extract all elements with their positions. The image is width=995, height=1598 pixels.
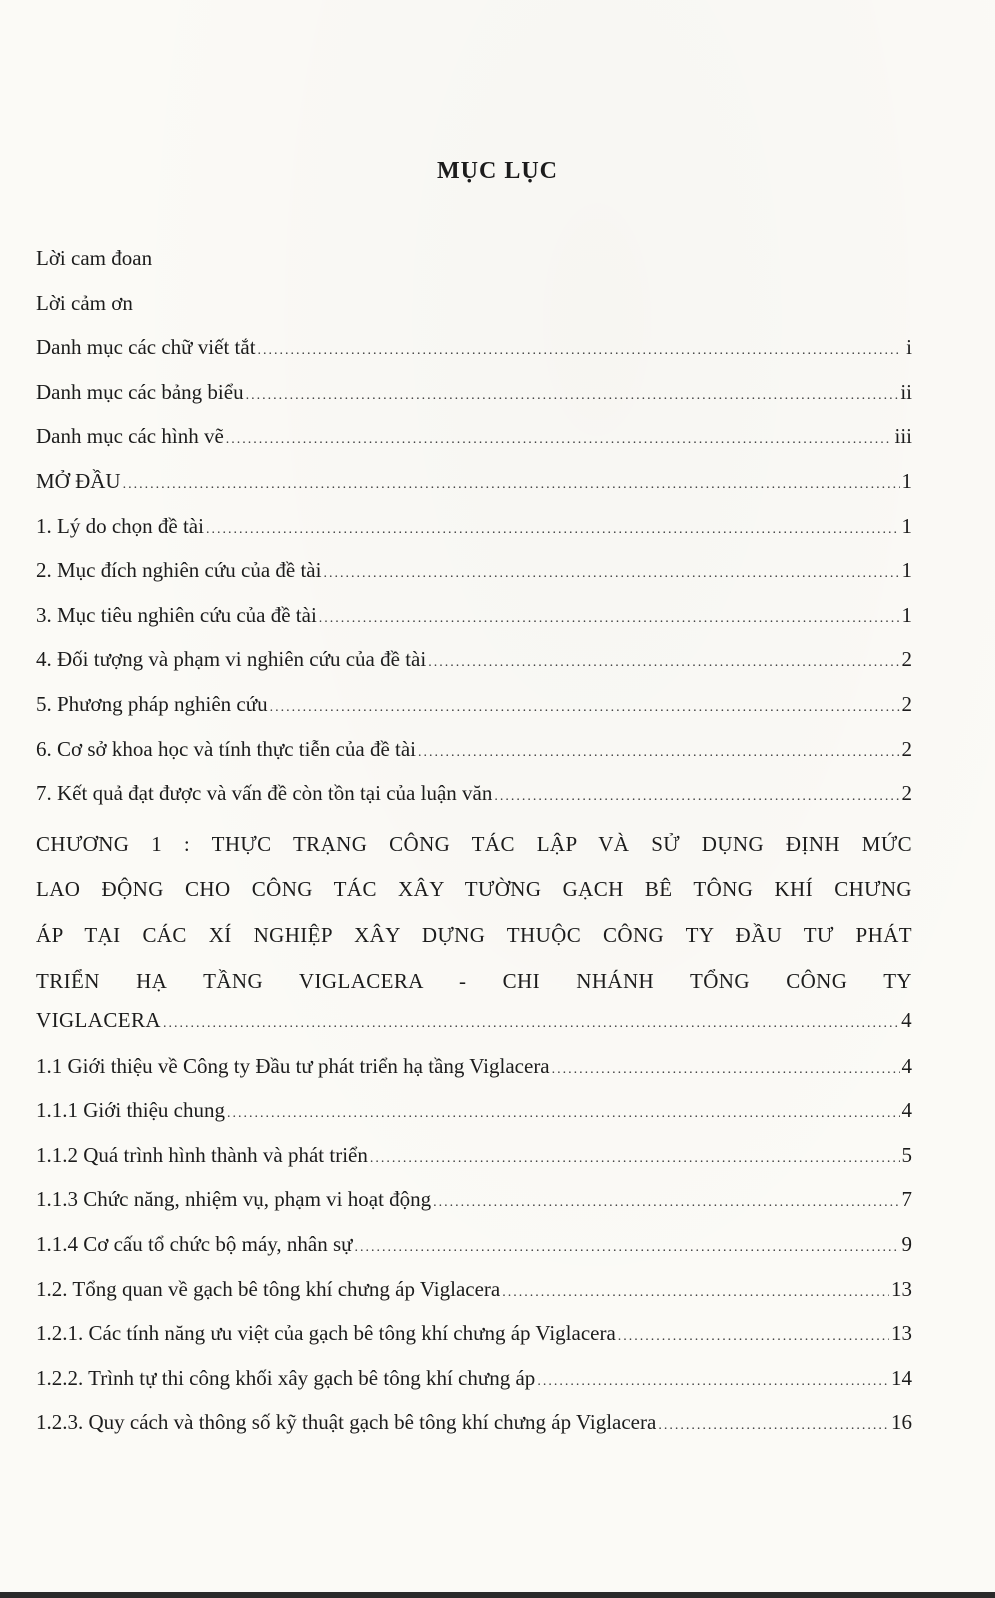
toc-page-number: 1 (901, 513, 912, 538)
toc-page-number: ii (900, 379, 912, 404)
chapter-title-line: LAO ĐỘNG CHO CÔNG TÁC XÂY TƯỜNG GẠCH BÊ TÔNG KHÍ CHƯNG (36, 877, 912, 902)
toc-entry (36, 733, 912, 778)
toc-dot-leader (227, 1098, 900, 1130)
page-title: MỤC LỤC (437, 158, 558, 184)
toc-entry (36, 420, 912, 465)
chapter-title-line: CHƯƠNG 1 : THỰC TRẠNG CÔNG TÁC LẬP VÀ SỬ DỤNG ĐỊNH MỨC (36, 831, 912, 856)
toc-page-number: 9 (901, 1232, 912, 1257)
toc-dot-leader (226, 424, 893, 456)
chapter-title-line: TRIỂN HẠ TẦNG VIGLACERA - CHI NHÁNH TỔNG CÔNG TY (36, 968, 912, 993)
toc-front-matter (36, 242, 912, 822)
toc-entry-label: 1. Lý do chọn đề tài (36, 513, 204, 538)
toc-dot-leader (206, 514, 900, 546)
toc-entry-label: 3. Mục tiêu nghiên cứu của đề tài (36, 602, 317, 627)
toc-entry (36, 287, 912, 332)
toc-entry (36, 1139, 912, 1184)
toc-entry-label: 2. Mục đích nghiên cứu của đề tài (36, 558, 322, 583)
toc-page-number: 14 (891, 1365, 912, 1390)
toc-entry-label: Lời cảm ơn (36, 290, 133, 315)
toc-entry (36, 331, 912, 376)
toc-dot-leader (428, 647, 899, 679)
toc-entry-label: 7. Kết quả đạt được và vấn đề còn tồn tại của luận văn (36, 781, 493, 806)
toc-entry (36, 1406, 912, 1451)
toc-entry (36, 599, 912, 644)
toc-entry (36, 1228, 912, 1273)
toc-chapter-1 (36, 822, 912, 1050)
toc-entry-label: Danh mục các hình vẽ (36, 424, 224, 449)
toc-page-number: 16 (891, 1410, 912, 1435)
toc-page-number: 1 (901, 558, 912, 583)
toc-page-number: 1 (901, 468, 912, 493)
toc-entry (36, 688, 912, 733)
toc-page-number: 7 (901, 1187, 912, 1212)
toc-entry-label: 1.2. Tổng quan về gạch bê tông khí chưng áp Viglacera (36, 1276, 501, 1301)
toc-dot-leader (258, 335, 900, 367)
toc-entry-label: 1.1.1 Giới thiệu chung (36, 1098, 225, 1123)
scan-edge (0, 1592, 995, 1598)
toc-entry-label: Danh mục các bảng biểu (36, 379, 244, 404)
toc-page-number: 4 (901, 1098, 912, 1123)
toc-dot-leader (494, 781, 899, 813)
toc-page-number: 4 (901, 1053, 912, 1078)
toc-entry-label: 5. Phương pháp nghiên cứu (36, 691, 268, 716)
toc-dot-leader (618, 1321, 889, 1353)
toc-dot-leader (552, 1054, 900, 1086)
toc-page-number: 2 (901, 647, 912, 672)
toc-dot-leader (370, 1143, 900, 1175)
toc-dot-leader (123, 469, 900, 501)
table-of-contents (36, 242, 912, 1451)
toc-entry (36, 1094, 912, 1139)
toc-dot-leader (537, 1366, 889, 1398)
toc-entry-label: 1.1 Giới thiệu về Công ty Đầu tư phát triển hạ tầng Viglacera (36, 1053, 550, 1078)
toc-entry-label: 6. Cơ sở khoa học và tính thực tiễn của đề tài (36, 736, 416, 761)
toc-entry-label: 1.1.2 Quá trình hình thành và phát triển (36, 1142, 368, 1167)
toc-entry (36, 643, 912, 688)
toc-entry (36, 777, 912, 822)
chapter-title-last-line (36, 1004, 912, 1050)
toc-entry-label: 4. Đối tượng và phạm vi nghiên cứu của đề tài (36, 647, 427, 672)
toc-entry (36, 465, 912, 510)
toc-entry-label: 1.1.3 Chức năng, nhiệm vụ, phạm vi hoạt động (36, 1187, 432, 1212)
toc-entry (36, 242, 912, 287)
toc-page-number: 1 (901, 602, 912, 627)
toc-entry-label: 1.2.1. Các tính năng ưu việt của gạch bê tông khí chưng áp Viglacera (36, 1321, 616, 1346)
toc-dot-leader (658, 1410, 889, 1442)
toc-page-number: i (906, 335, 912, 360)
toc-entry-label: Danh mục các chữ viết tắt (36, 335, 256, 360)
toc-page-number: 2 (901, 736, 912, 761)
chapter-title-line: ÁP TẠI CÁC XÍ NGHIỆP XÂY DỰNG THUỘC CÔNG TY ĐẦU TƯ PHÁT (36, 922, 912, 947)
toc-page-number: 13 (891, 1321, 912, 1346)
toc-chapter-1-sections (36, 1050, 912, 1451)
toc-page-number: 2 (901, 781, 912, 806)
toc-entry (36, 1273, 912, 1318)
toc-entry (36, 1050, 912, 1095)
toc-dot-leader (418, 737, 900, 769)
toc-entry-label: MỞ ĐẦU (36, 468, 121, 493)
toc-entry-label: Lời cam đoan (36, 246, 153, 270)
toc-entry (36, 1317, 912, 1362)
toc-dot-leader (433, 1187, 899, 1219)
toc-entry-label: 1.1.4 Cơ cấu tổ chức bộ máy, nhân sự (36, 1232, 353, 1257)
toc-dot-leader (163, 1008, 899, 1040)
toc-dot-leader (502, 1277, 889, 1309)
toc-page-number: 2 (901, 691, 912, 716)
toc-entry (36, 554, 912, 599)
toc-page-number: 4 (901, 1008, 912, 1033)
toc-entry (36, 510, 912, 555)
toc-page-number: 13 (891, 1276, 912, 1301)
toc-dot-leader (319, 603, 900, 635)
toc-entry-label: VIGLACERA (36, 1008, 161, 1033)
toc-page-number: 5 (901, 1142, 912, 1167)
toc-entry (36, 376, 912, 421)
toc-dot-leader (246, 380, 899, 412)
toc-page-number: iii (894, 424, 912, 449)
toc-entry-label: 1.2.2. Trình tự thi công khối xây gạch bê tông khí chưng áp (36, 1365, 536, 1390)
toc-dot-leader (355, 1232, 900, 1264)
toc-entry-label: 1.2.3. Quy cách và thông số kỹ thuật gạch bê tông khí chưng áp Viglacera (36, 1410, 657, 1435)
toc-dot-leader (323, 558, 899, 590)
toc-dot-leader (270, 692, 900, 724)
toc-entry (36, 1183, 912, 1228)
toc-entry (36, 1362, 912, 1407)
